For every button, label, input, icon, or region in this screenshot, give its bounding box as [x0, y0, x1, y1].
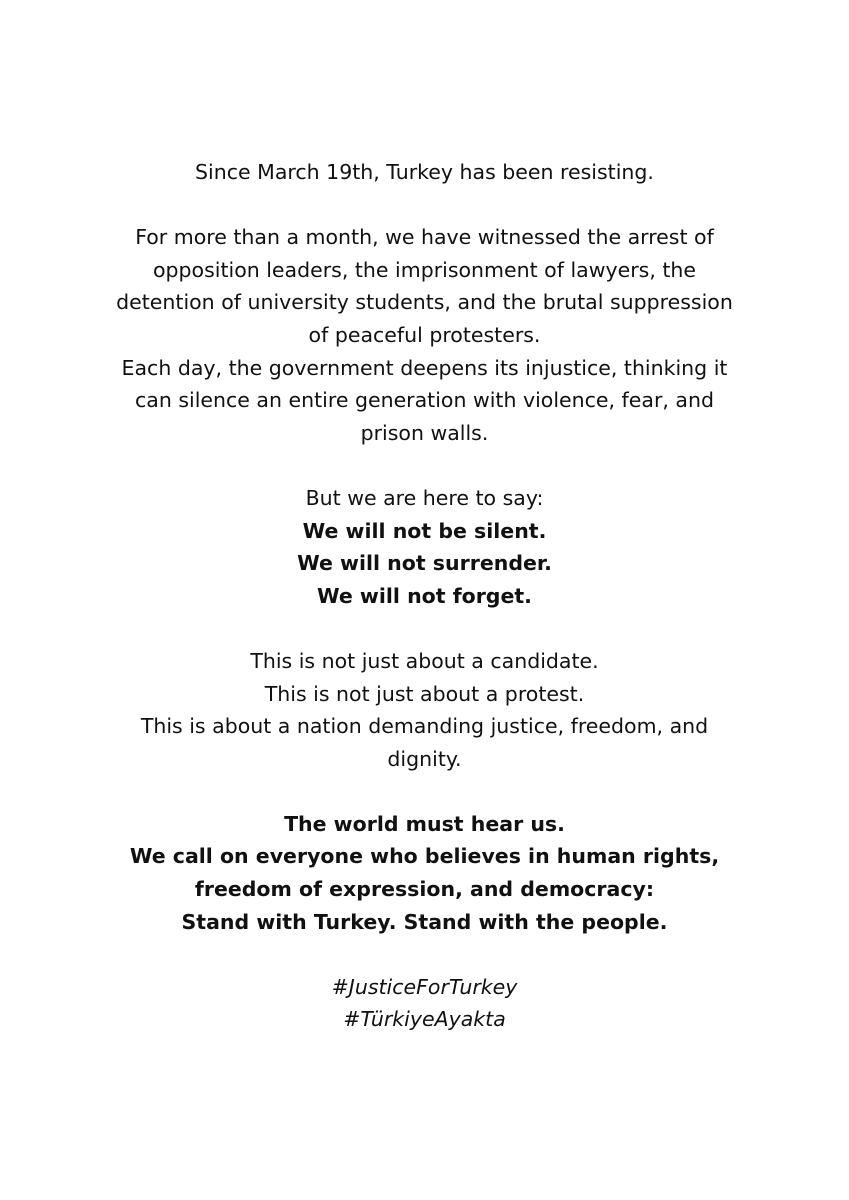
paragraph-gap — [60, 938, 789, 971]
statement-line: We will not forget. — [317, 583, 532, 608]
paragraph1-line: For more than a month, we have witnessed the arrest of — [135, 225, 714, 250]
paragraph1-line: Each day, the government deepens its injustice, thinking it — [121, 355, 728, 380]
paragraph2-line: This is not just about a candidate. — [250, 648, 599, 673]
paragraph2-line: dignity. — [387, 746, 462, 771]
statement-lead-line: But we are here to say: — [305, 485, 544, 510]
paragraph1-line: prison walls. — [360, 420, 489, 445]
paragraph-gap — [60, 612, 789, 645]
paragraph2-line: This is about a nation demanding justice, freedom, and — [140, 714, 709, 739]
paragraph2-line: This is not just about a protest. — [264, 681, 585, 706]
paragraph-gap — [60, 775, 789, 808]
paragraph1-line: can silence an entire generation with violence, fear, and — [135, 388, 714, 413]
statement-text — [60, 156, 789, 1036]
call-to-action-line: freedom of expression, and democracy: — [194, 877, 655, 902]
intro-line: Since March 19th, Turkey has been resisting. — [195, 160, 654, 184]
hashtag: #TürkiyeAyakta — [343, 1007, 506, 1032]
hashtag: #JusticeForTurkey — [331, 974, 518, 999]
paragraph1-line: of peaceful protesters. — [308, 322, 541, 347]
paragraph-gap — [60, 449, 789, 482]
paragraph-gap — [60, 189, 789, 222]
call-to-action-line: Stand with Turkey. Stand with the people. — [181, 909, 668, 934]
call-to-action-line: The world must hear us. — [284, 811, 565, 836]
call-to-action-line: We call on everyone who believes in human rights, — [129, 844, 720, 869]
statement-line: We will not be silent. — [302, 518, 547, 543]
statement-line: We will not surrender. — [297, 551, 552, 576]
paragraph1-line: detention of university students, and the brutal suppression — [116, 290, 733, 315]
paragraph1-line: opposition leaders, the imprisonment of lawyers, the — [152, 257, 697, 282]
